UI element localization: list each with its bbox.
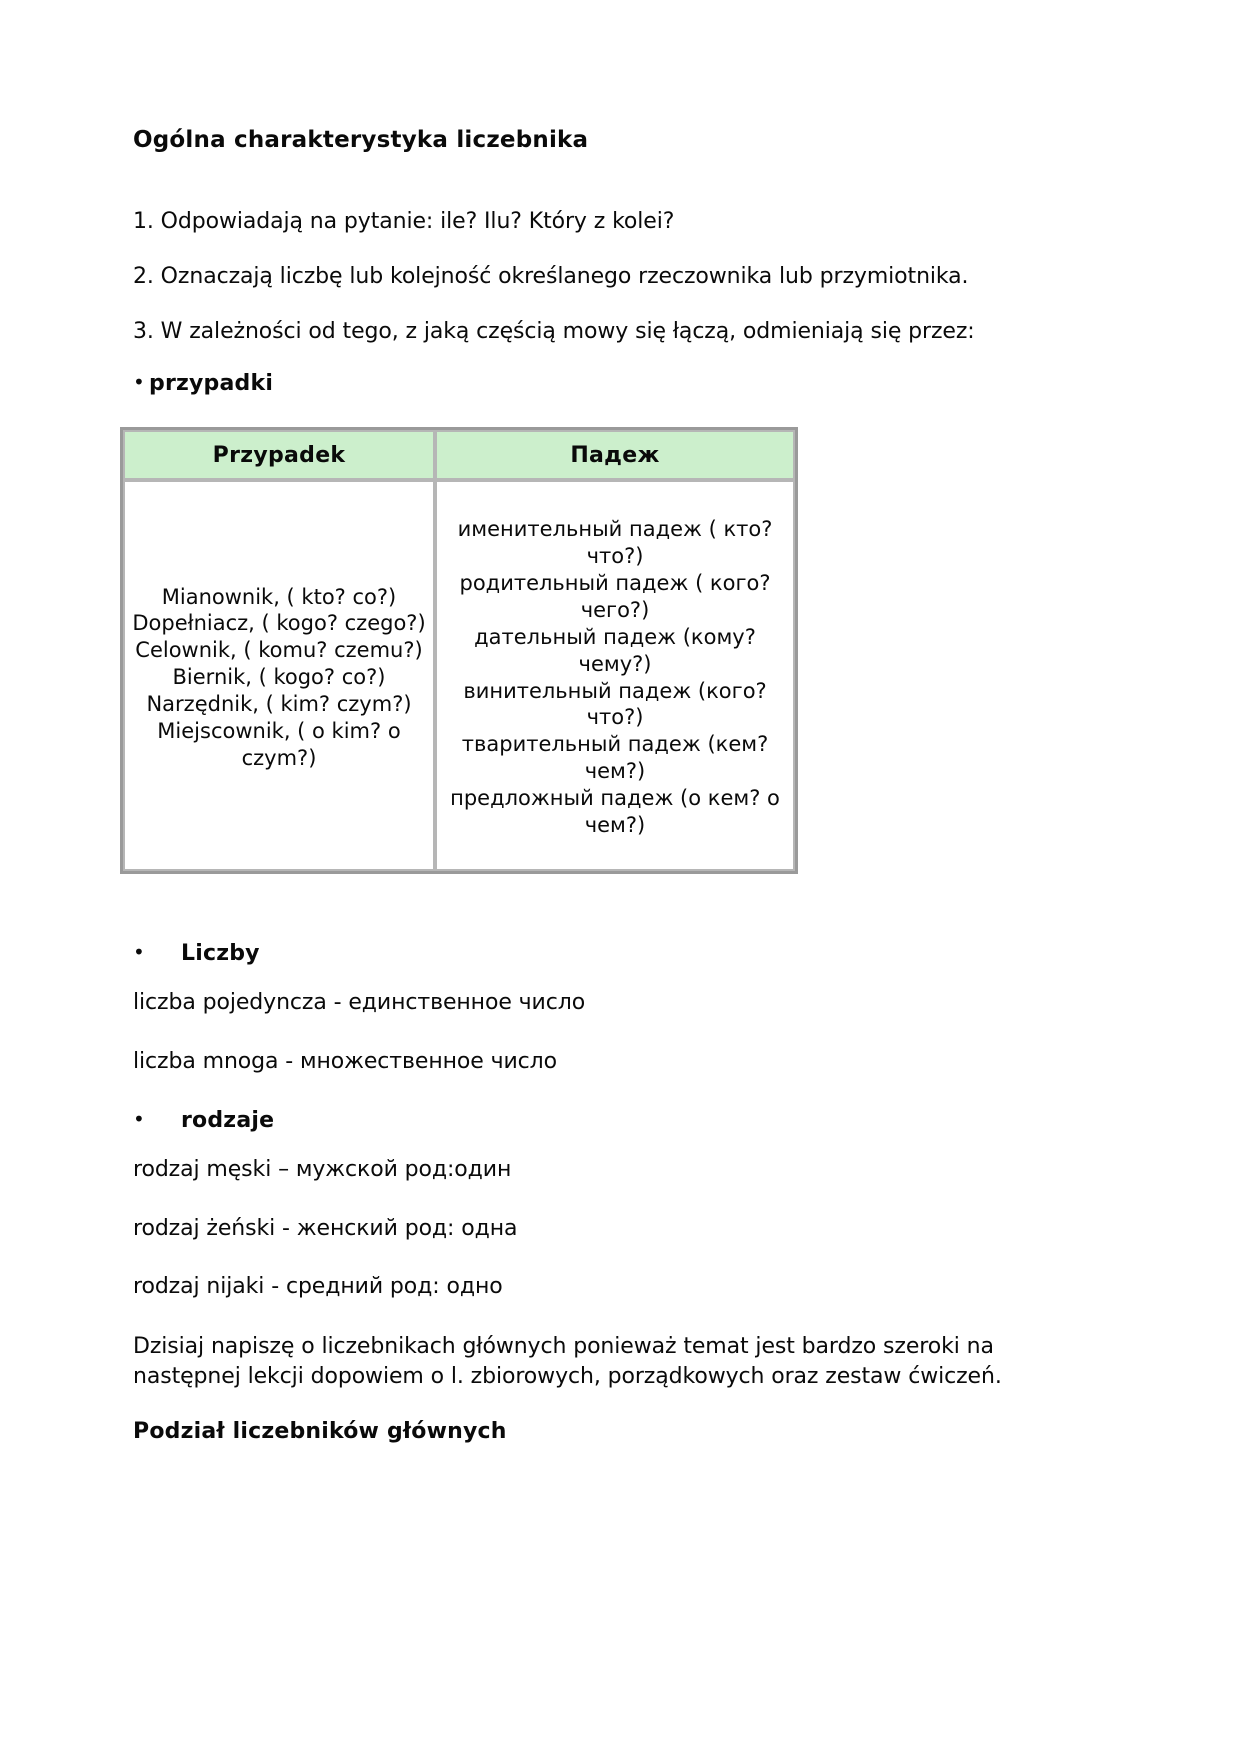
page-title: Ogólna charakterystyka liczebnika [133,127,589,153]
numbered-point-1: 1. Odpowiadają na pytanie: ile? Ilu? Który z kolei? [133,208,675,234]
bullet-label-liczby: Liczby [181,940,260,966]
russian-case-3: дательный падеж (кому? чему?) [474,624,756,676]
polish-case-6: Miejscownik, ( o kim? o czym?) [157,718,401,770]
bullet-dot-icon: • [133,939,145,964]
polish-case-1: Mianownik, ( kto? co?) [161,584,397,609]
rodzaj-zenski-line: rodzaj żeński - женский род: одна [133,1215,518,1241]
table-row [123,480,795,871]
table-header-row [123,430,795,480]
russian-case-2: родительный падеж ( кого? чего?) [459,571,771,622]
russian-case-1: именительный падеж ( кто? что?) [457,517,773,569]
liczba-mnoga-line: liczba mnoga - множественное число [133,1048,557,1074]
polish-case-2: Dopełniacz, ( kogo? czego?) [132,611,426,636]
russian-case-4: винительный падеж (кого? что?) [463,678,767,730]
polish-case-5: Narzędnik, ( kim? czym?) [146,692,412,717]
cell-russian-cases [435,480,795,871]
numbered-point-2: 2. Oznaczają liczbę lub kolejność określanego rzeczownika lub przymiotnika. [133,263,969,289]
bullet-liczby [133,940,1073,968]
cases-table [120,427,798,874]
bullet-label-przypadki: przypadki [149,370,274,396]
polish-case-4: Biernik, ( kogo? co?) [172,665,386,690]
russian-case-5: тварительный падеж (кем? чем?) [461,732,769,784]
bullet-dot-icon: • [133,369,145,394]
numbered-point-3: 3. W zależności od tego, z jaką częścią mowy się łączą, odmieniają się przez: [133,318,975,344]
russian-case-6: предложный падеж (о кем? о чем?) [450,786,780,837]
polish-case-3: Celownik, ( komu? czemu?) [135,638,423,663]
column-header-przypadek: Przypadek [123,430,435,480]
bullet-label-rodzaje: rodzaje [181,1107,275,1133]
bullet-rodzaje [133,1107,1073,1135]
column-header-padezh: Падеж [435,430,795,480]
closing-heading: Podział liczebników głównych [133,1419,507,1445]
document-content [133,126,1073,1444]
bullet-dot-icon: • [133,1106,145,1131]
liczba-pojedyncza-line: liczba pojedyncza - единственное число [133,990,586,1016]
rodzaj-nijaki-line: rodzaj nijaki - средний род: одно [133,1274,503,1300]
closing-paragraph: Dzisiaj napiszę o liczebnikach głównych ponieważ temat jest bardzo szeroki na następnej lekcji dopowiem o l. zbiorowych, porządkowych oraz zestaw ćwiczeń. [133,1333,1002,1389]
rodzaj-meski-line: rodzaj męski – мужской род:один [133,1157,512,1183]
bullet-przypadki [133,370,1073,398]
cell-polish-cases [123,480,435,871]
